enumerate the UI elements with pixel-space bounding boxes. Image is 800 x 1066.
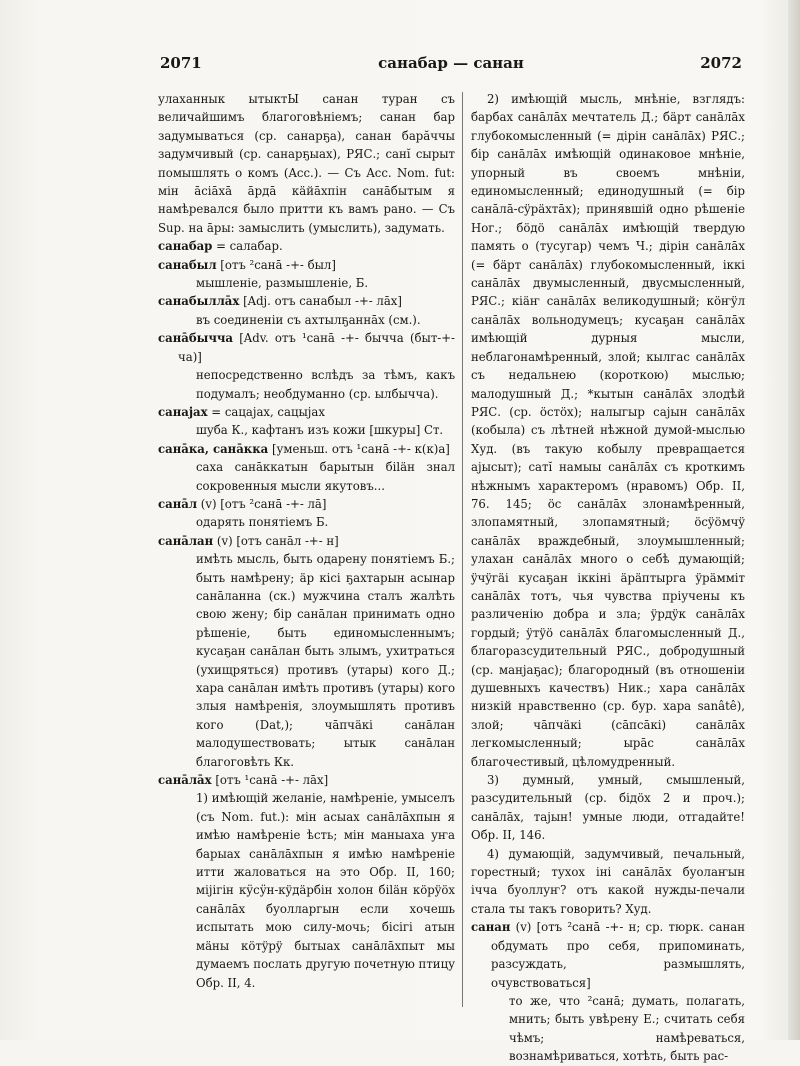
etymology: [отъ ²санā -+- был]: [216, 257, 336, 272]
headword: санāлāx: [158, 773, 212, 788]
etymology: [отъ ¹санā -+- лāx]: [211, 773, 329, 788]
dictionary-entry: [158, 532, 455, 771]
sense-paragraph: 2) имѣющій мысль, мнѣніе, взглядъ: барбах санāлāx мечтатель Д.; бäрт санāлāx глубокомысленный (= дірін санāлāx) РЯС.; бір санāлāx имѣющій одинаковое мнѣніе, упорный въ своемъ мнѣніи, единомысленный; единодушный (= бір санāлā-сÿрäхтāx); принявшій одно рѣшеніе Ног.; бöдö санāлāx имѣющій твердую память о (тусугар) чемъ Ч.; дірін санāлāx (= бäрт санāлāx) глубокомысленный, іккі санāлāx двумысленный, двусмысленный, РЯС.; кіäҥ санāлāx великодушный; кöҥÿл санāлāx вольнодумецъ; кусаҕан санāлāx имѣющій дурныя мысли, неблагонамѣренный, злой; кылгас санāлāx съ недальнею (короткою) мыслью; малодушный Д.; *кытын санāлāx злодѣй РЯС. (ср. öстöx); налыгыр саjын санāлāx (кобыла) съ лѣтней нѣжной думой-мыслью Худ. (въ такую кобылу превращается аjысыт); сатĭ намыы санāлāx съ кроткимъ нѣжнымъ характеромъ (нравомъ) Обр. II, 76. 145; öс санāлāx злонамѣренный, злопамятный, злопамятный; öсÿöмчÿ санāлāx враждебный, злоумышленный; улахан санāлāx много о себѣ думающій; ÿчÿгäі кусаҕан іккіні äрäптырга ÿрäммiт санāлāx тотъ, чья чувства пріучены къ различенію добра и зла; ÿрдÿк санāлāx гордый; ÿтÿö санāлāx благомысленный Д., благоразсудительный РЯС., добродушный (ср. манjаҕас); благородный (въ отношеніи душевныхъ качествъ) Ник.; хара санāлāx низкій нравственно (ср. бур. хара sanâtê), злой; чāпчäкі (сāпсāкі) санāлāx легкомысленный; ырāс санāлāx благочестивый, цѣломудренный.: [471, 92, 745, 769]
definition: одарять понятіемъ Б.: [196, 515, 329, 530]
dictionary-entry: [158, 495, 455, 532]
headword: санāл: [158, 496, 198, 511]
headword: санāка, санāкка: [158, 441, 269, 456]
definition: мышленіе, размышленіе, Б.: [196, 276, 369, 291]
running-head: санабар — санан: [378, 54, 524, 72]
definition: непосредственно вслѣдъ за тѣмъ, какъ подумалъ; необдуманно (ср. ылбычча).: [196, 368, 455, 401]
column-divider: [462, 92, 463, 1007]
dictionary-entry: [158, 237, 455, 255]
headword: санабар: [158, 239, 213, 254]
page-header: [160, 54, 742, 74]
page-number-left: 2071: [160, 54, 202, 72]
headword: санан: [471, 920, 511, 935]
page-edge-shadow: [788, 0, 800, 1040]
dictionary-entry: [158, 771, 455, 992]
headword: санабыллāx: [158, 294, 240, 309]
dictionary-entry: [471, 918, 745, 1065]
page-number-right: 2072: [700, 54, 742, 72]
definition: 1) имѣющій желаніе, намѣреніе, умыселъ (съ Nom. fut.): мін асыах санāлāxпын я имѣю намѣреніе ѣсть; мін маныаха уҥа барыах санāлāxпын я имѣю намѣреніе итти жаловаться на это Обр. II, 160; міjігін кӱсӱн-кÿдäрбін холон біläн кöрÿöx санāлāx буолларгын если хочешь испытать мою силу-мочь; бісігі атын мäны кöтÿрÿ бытыах санāлāxпыт мы думаемъ послать другую почетную птицу Обр. II, 4.: [196, 791, 455, 990]
headword: санāбычча: [158, 331, 234, 346]
definition: саха санāккатын барытын біläн знал сокровенныя мысли якутовъ...: [196, 460, 455, 493]
dictionary-entry: [158, 403, 455, 440]
headword: санабыл: [158, 257, 217, 272]
definition: имѣть мысль, быть одарену понятіемъ Б.; быть намѣрену; äр кісі ҕахтарын асынар санāланна (ск.) мужчина сталъ жалѣть свою жену; бір санāлан принимать одно рѣшеніе, быть единомысленнымъ; кусаҕан санāлан быть злымъ, ухитраться (ухищряться) противъ (утары) кого Д.; хара санāлан имѣть противъ (утары) кого злыя намѣренія, злоумышлять противъ кого (Dat,); чāпчäкі санāлан малодушествовать; ытык санāлан благоговѣть Кк.: [196, 552, 455, 769]
etymology: (v) [отъ ²санā -+- лā]: [197, 496, 327, 511]
continued-text: улаханнык ытыктЫ санан туран съ величайшимъ благоговѣніемъ; санан бар задумываться (ср. санарҕа), санан барӑччы задумчивый (ср. санарҕыаx), РЯС.; санĭ сырыт помышлять о комъ (Acc.). — Съ Acc. Nom. fut: мін āсіāxā āрдā кäйāxпін санāбытым я намѣревался было притти къ вамъ рано. — Съ Sup. на āры: замыслить (умыслить), задумать.: [158, 92, 455, 235]
etymology: = сацаjаx, сацыjаx: [207, 404, 325, 419]
dictionary-entry: [158, 329, 455, 403]
definition: шуба К., кафтанъ изъ кожи [шкуры] Ст.: [196, 423, 444, 438]
left-column: [158, 90, 455, 992]
headword: санаjаx: [158, 404, 208, 419]
etymology: (v) [отъ санāл -+- н]: [213, 533, 339, 548]
etymology: [Adv. отъ ¹санā -+- бычча (быт-+-ча)]: [178, 331, 455, 364]
dictionary-entry: [158, 292, 455, 329]
definition: то же, что ²санā; думать, полагать, мнить; быть увѣрену Е.; считать себя чѣмъ; намѣреваться, вознамѣриваться, хотѣть, быть рас-: [509, 993, 745, 1064]
etymology: [Adj. отъ санабыл -+- лāx]: [239, 294, 402, 309]
headword: санāлан: [158, 533, 214, 548]
right-column: [471, 90, 745, 1066]
dictionary-entry: [158, 440, 455, 495]
etymology: (v) [отъ ²санā -+- н; ср. тюрк. санан обдумать про себя, припоминать, разсуждать, размышлять, очувствоваться]: [491, 920, 745, 990]
etymology: = салабар.: [212, 239, 283, 254]
sense-paragraph: 4) думающій, задумчивый, печальный, горестный; тухох іні санāлāх буолаҥын ічча буоллуҥ? отъ какой нужды-печали стала ты такъ говорить? Худ.: [471, 846, 745, 916]
dictionary-entry: [158, 256, 455, 293]
sense-paragraph: 3) думный, умный, смышленый, разсудительный (ср. бідöх 2 и проч.); санāлāх, таjын! умные люди, отгадайте! Обр. II, 146.: [471, 773, 745, 843]
definition: въ соединеніи съ ахтылҕаннāx (см.).: [196, 312, 421, 327]
etymology: [уменьш. отъ ¹санā -+- к(к)а]: [268, 441, 450, 456]
